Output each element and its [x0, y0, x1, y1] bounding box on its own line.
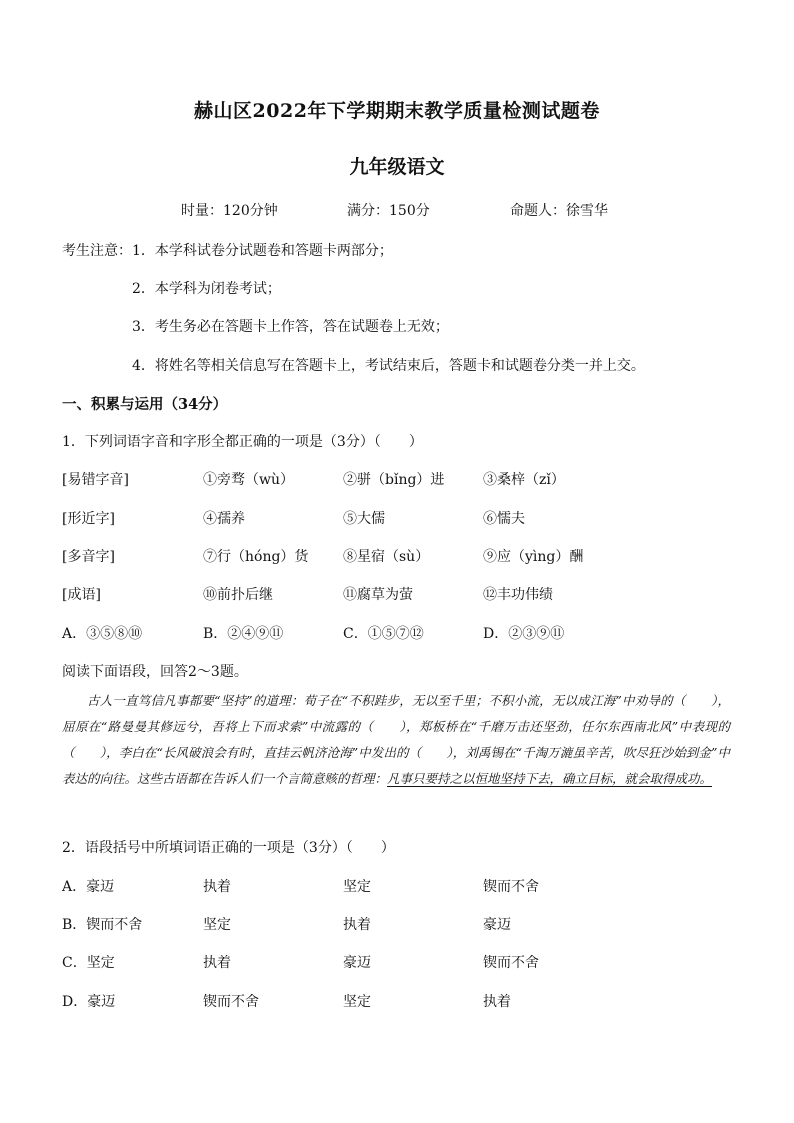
answer-option-c: C．坚定 — [62, 955, 115, 971]
option-word: 豪迈 — [343, 955, 371, 971]
option-word: 坚定 — [343, 994, 371, 1010]
row-category: [成语] — [62, 587, 101, 603]
option-word: 锲而不舍 — [483, 955, 539, 971]
exam-time: 时量：120分钟 — [181, 203, 278, 219]
notice-label: 考生注意： — [62, 243, 132, 259]
option-word: 锲而不舍 — [483, 879, 539, 895]
notice-item: 1．本学科试卷分试题卷和答题卡两部分； — [132, 243, 393, 259]
row-category: [多音字] — [62, 549, 115, 565]
row-item: ⑦行（hóng）货 — [203, 549, 309, 565]
row-item: ⑫丰功伟绩 — [483, 587, 553, 603]
option-word: 执着 — [203, 879, 231, 895]
answer-option-a: A．③⑤⑧⑩ — [62, 626, 143, 642]
reading-intro: 阅读下面语段，回答2～3题。 — [62, 664, 248, 680]
row-item: ②骈（bǐng）进 — [343, 472, 445, 488]
option-word: 执着 — [343, 917, 371, 933]
answer-option-d: D．②③⑨⑪ — [483, 626, 565, 642]
answer-option-b: B．锲而不舍 — [62, 917, 143, 933]
option-word: 锲而不舍 — [203, 994, 259, 1010]
notice-item: 3．考生务必在答题卡上作答，答在试题卷上无效； — [132, 319, 449, 335]
page-subtitle: 九年级语文 — [349, 156, 445, 178]
row-item: ⑤大儒 — [343, 511, 385, 527]
notice-item: 4．将姓名等相关信息写在答题卡上，考试结束后，答题卡和试题卷分类一并上交。 — [132, 358, 645, 374]
passage-underlined-text: 凡事只要持之以恒地坚持下去，确立目标，就会取得成功。 — [387, 771, 713, 786]
answer-option-b: B．②④⑨⑪ — [203, 626, 284, 642]
row-item: ③桑梓（zǐ） — [483, 472, 565, 488]
row-item: ①旁骛（wù） — [203, 472, 294, 488]
row-category: [形近字] — [62, 511, 115, 527]
row-item: ⑩前扑后继 — [203, 587, 273, 603]
passage-text: 古人一直笃信凡事都要“坚持”的道理：荀子在“不积跬步，无以至千里；不积小流，无以成江海”中劝导的（ ），屈原在“路曼曼其修远兮，吾将上下而求索”中流露的（ ），郑板桥在“千磨万击还坚劲，任尔东西南北风”中表现的（ ），李白在“长风破浪会有时，直挂云帆济沧海”中发出的（ ），刘禹锡在“千淘万漉虽辛苦，吹尽狂沙始到金”中表达的向往。这些古语都在告诉人们一个言简意赅的哲理： — [62, 693, 730, 786]
exam-score: 满分：150分 — [347, 203, 430, 219]
reading-passage — [62, 688, 730, 792]
question-stem: 2．语段括号中所填词语正确的一项是（3分）（ ） — [62, 840, 395, 856]
row-item: ⑥懦夫 — [483, 511, 525, 527]
row-item: ⑪腐草为萤 — [343, 587, 413, 603]
answer-option-d: D．豪迈 — [62, 994, 116, 1010]
answer-option-c: C．①⑤⑦⑫ — [343, 626, 424, 642]
option-word: 执着 — [483, 994, 511, 1010]
row-item: ⑨应（yìng）酬 — [483, 549, 584, 565]
question-stem: 1．下列词语字音和字形全都正确的一项是（3分）（ ） — [62, 434, 423, 450]
exam-author: 命题人：徐雪华 — [510, 203, 608, 219]
option-word: 执着 — [203, 955, 231, 971]
option-word: 豪迈 — [483, 917, 511, 933]
row-item: ④孺养 — [203, 511, 245, 527]
option-word: 坚定 — [203, 917, 231, 933]
option-word: 坚定 — [343, 879, 371, 895]
section-heading: 一、积累与运用（34分） — [62, 396, 228, 413]
answer-option-a: A．豪迈 — [62, 879, 115, 895]
row-category: [易错字音] — [62, 472, 129, 488]
page-title: 赫山区2022年下学期期末教学质量检测试题卷 — [194, 100, 600, 122]
notice-item: 2．本学科为闭卷考试； — [132, 281, 281, 297]
row-item: ⑧星宿（sù） — [343, 549, 430, 565]
